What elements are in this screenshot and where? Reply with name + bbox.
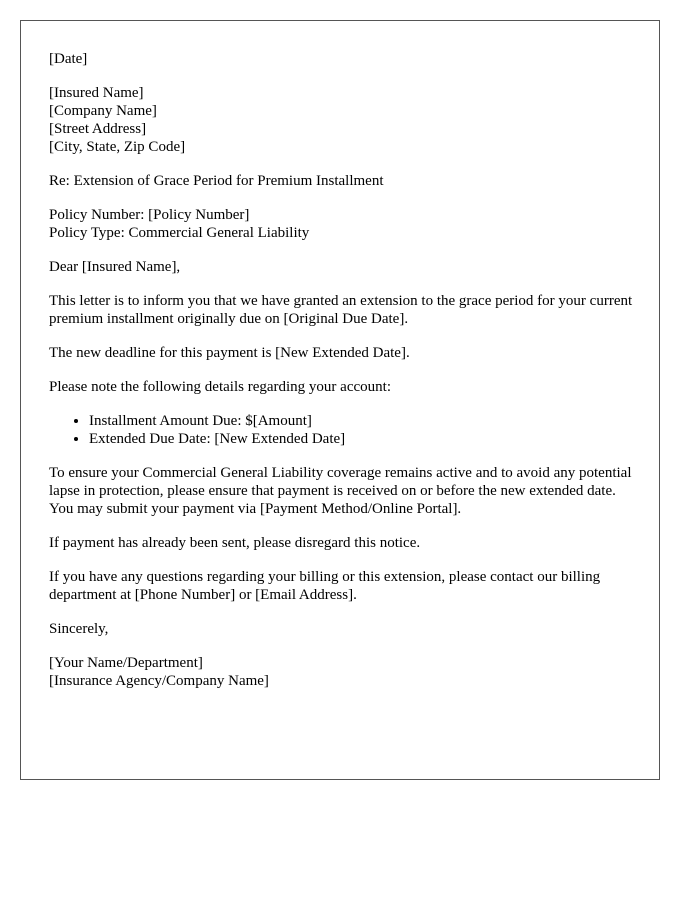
- paragraph-disregard: If payment has already been sent, please disregard this notice.: [49, 535, 421, 551]
- signature-agency: [Insurance Agency/Company Name]: [49, 673, 269, 689]
- letter-page: [20, 20, 660, 780]
- paragraph-coverage: To ensure your Commercial General Liability coverage remains active and to avoid any potential lapse in protection, please ensure that payment is received on or before the new extended date. You may submit your payment via [Payment Method/Online Portal].: [49, 465, 632, 517]
- closing-block: [49, 620, 639, 638]
- paragraph-intro: This letter is to inform you that we have granted an extension to the grace period for your current premium installment originally due on [Original Due Date].: [49, 293, 633, 327]
- recipient-address: [49, 84, 639, 156]
- salutation: Dear [Insured Name],: [49, 259, 181, 275]
- recipient-street-address: [Street Address]: [49, 121, 147, 137]
- details-list: [49, 412, 639, 448]
- policy-number: Policy Number: [Policy Number]: [49, 207, 250, 223]
- policy-info: [49, 206, 639, 242]
- policy-type: Policy Type: Commercial General Liability: [49, 225, 310, 241]
- paragraph-questions: If you have any questions regarding your billing or this extension, please contact our billing department at [Phone Number] or [Email Address].: [49, 569, 601, 603]
- signature-name-department: [Your Name/Department]: [49, 655, 203, 671]
- detail-extended-due-date: • Extended Due Date: [New Extended Date]: [89, 430, 639, 448]
- subject-line: Re: Extension of Grace Period for Premium Installment: [49, 173, 384, 189]
- paragraph-deadline: The new deadline for this payment is [New Extended Date].: [49, 345, 410, 361]
- recipient-company-name: [Company Name]: [49, 103, 157, 119]
- letter-date: [Date]: [49, 51, 88, 67]
- detail-amount-due: • Installment Amount Due: $[Amount]: [89, 412, 639, 430]
- subject-block: [49, 172, 639, 190]
- recipient-insured-name: [Insured Name]: [49, 85, 144, 101]
- recipient-city-state-zip: [City, State, Zip Code]: [49, 139, 186, 155]
- letter-date-block: [49, 50, 639, 68]
- salutation-block: [49, 258, 639, 276]
- closing: Sincerely,: [49, 621, 109, 637]
- paragraph-details-intro: Please note the following details regarding your account:: [49, 379, 391, 395]
- letter-body: [49, 50, 639, 706]
- signature-block: [49, 654, 639, 690]
